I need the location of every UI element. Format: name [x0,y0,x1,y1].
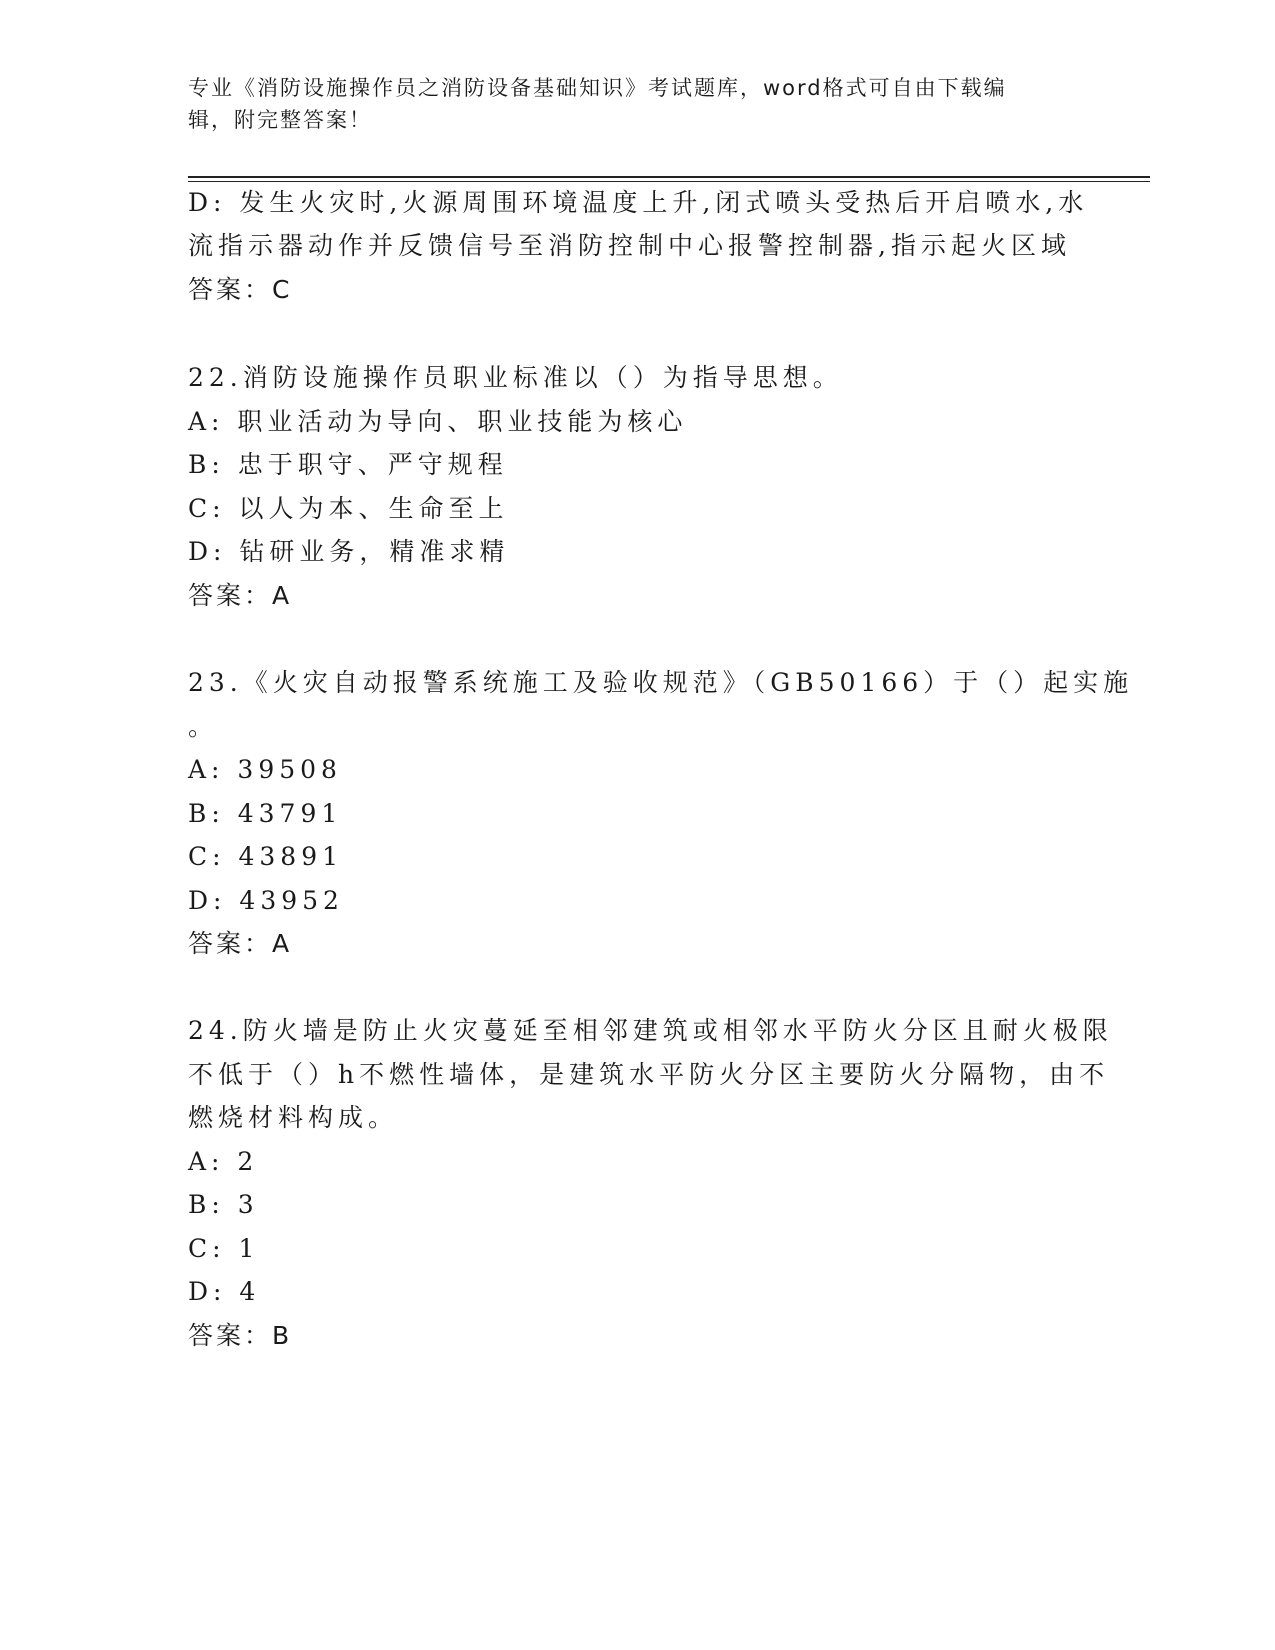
option-a: A: 职业活动为导向、职业技能为核心 [188,407,688,436]
answer-text: 答案：B [188,1321,293,1350]
option-d-line-1: D: 发生火灾时,火源周围环境温度上升,闭式喷头受热后开启喷水,水 [188,188,1089,217]
option-d: D: 4 [188,1277,261,1306]
option-d-line-2: 流指示器动作并反馈信号至消防控制中心报警控制器,指示起火区域 [188,231,1071,260]
option-a: A: 39508 [188,755,342,784]
question-stem-continuation: 不低于（）h不燃性墙体，是建筑水平防火分区主要防火分隔物，由不 [188,1060,1110,1089]
option-a: A: 2 [188,1147,259,1176]
document-header [188,72,1068,136]
answer-text: 答案：A [188,581,293,610]
header-divider-bottom [188,181,1150,182]
question-stem-continuation: 燃烧材料构成。 [188,1103,399,1132]
option-b: B: 43791 [188,799,343,828]
question-stem: 23.《火灾自动报警系统施工及验收规范》（GB50166）于（）起实施 [188,668,1134,697]
option-d: D: 43952 [188,886,344,915]
option-b: B: 忠于职守、严守规程 [188,450,508,479]
question-stem-continuation: 。 [188,712,219,741]
option-d: D: 钻研业务，精准求精 [188,537,510,566]
option-b: B: 3 [188,1190,259,1219]
question-stem: 24.防火墙是防止火灾蔓延至相邻建筑或相邻水平防火分区且耐火极限 [188,1016,1113,1045]
option-c: C: 以人为本、生命至上 [188,494,509,523]
answer-text: 答案：C [188,275,293,304]
option-c: C: 43891 [188,842,344,871]
header-line-2: 辑，附完整答案！ [188,108,372,132]
header-line-1: 专业《消防设施操作员之消防设备基础知识》考试题库，word格式可自由下载编 [188,76,1007,100]
header-divider-top [188,176,1150,178]
answer-text: 答案：A [188,929,293,958]
option-c: C: 1 [188,1234,260,1263]
question-stem: 22.消防设施操作员职业标准以（）为指导思想。 [188,363,843,392]
